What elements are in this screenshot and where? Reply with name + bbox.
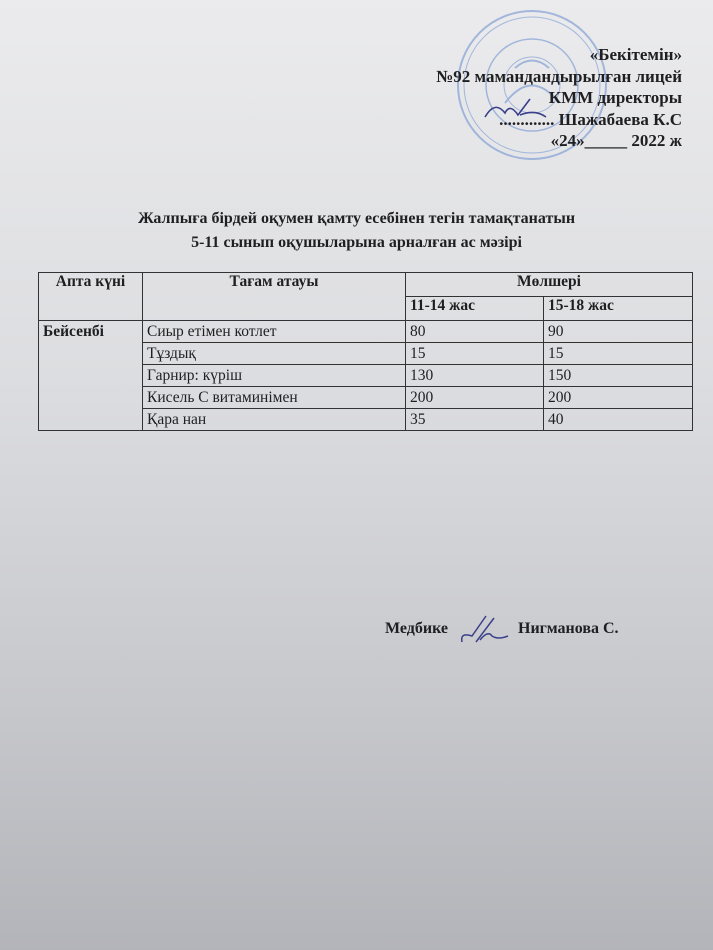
nurse-signature (458, 612, 513, 647)
approval-line: ............. Шажабаева К.С (499, 109, 682, 129)
menu-table (38, 272, 693, 431)
approval-line: №92 мамандандырылған лицей (436, 66, 682, 86)
title-line-1: Жалпыға бірдей оқумен қамту есебінен тегін тамақтанатын (137, 210, 576, 227)
title-line-2: 5-11 сынып оқушыларына арналған ас мәзірі (191, 234, 522, 251)
amount-cell: 15 (406, 343, 544, 365)
header-age-11-14: 11-14 жас (406, 297, 544, 321)
header-amount: Мөлшері (406, 273, 693, 297)
approval-block (436, 44, 682, 152)
dish-cell: Кисель С витаминімен (143, 387, 406, 409)
approval-line: КММ директоры (548, 88, 682, 107)
dish-cell: Қара нан (143, 409, 406, 431)
amount-cell: 80 (406, 321, 544, 343)
amount-cell: 200 (544, 387, 693, 409)
amount-cell: 90 (544, 321, 693, 343)
director-signature (480, 95, 550, 125)
amount-cell: 35 (406, 409, 544, 431)
amount-cell: 130 (406, 365, 544, 387)
amount-cell: 40 (544, 409, 693, 431)
approval-line: «24»_____ 2022 ж (550, 131, 682, 150)
amount-cell: 150 (544, 365, 693, 387)
amount-cell: 200 (406, 387, 544, 409)
dish-cell: Гарнир: күріш (143, 365, 406, 387)
amount-cell: 15 (544, 343, 693, 365)
approval-line: «Бекітемін» (589, 45, 682, 64)
document-title (0, 207, 713, 255)
header-day: Апта күні (39, 273, 143, 321)
day-cell: Бейсенбі (39, 321, 143, 431)
nurse-role: Медбике (385, 620, 449, 637)
dish-cell: Тұздық (143, 343, 406, 365)
header-dish: Тағам атауы (143, 273, 406, 321)
dish-cell: Сиыр етімен котлет (143, 321, 406, 343)
nurse-name: Нигманова С. (518, 620, 619, 637)
header-age-15-18: 15-18 жас (544, 297, 693, 321)
table-row (39, 321, 693, 343)
